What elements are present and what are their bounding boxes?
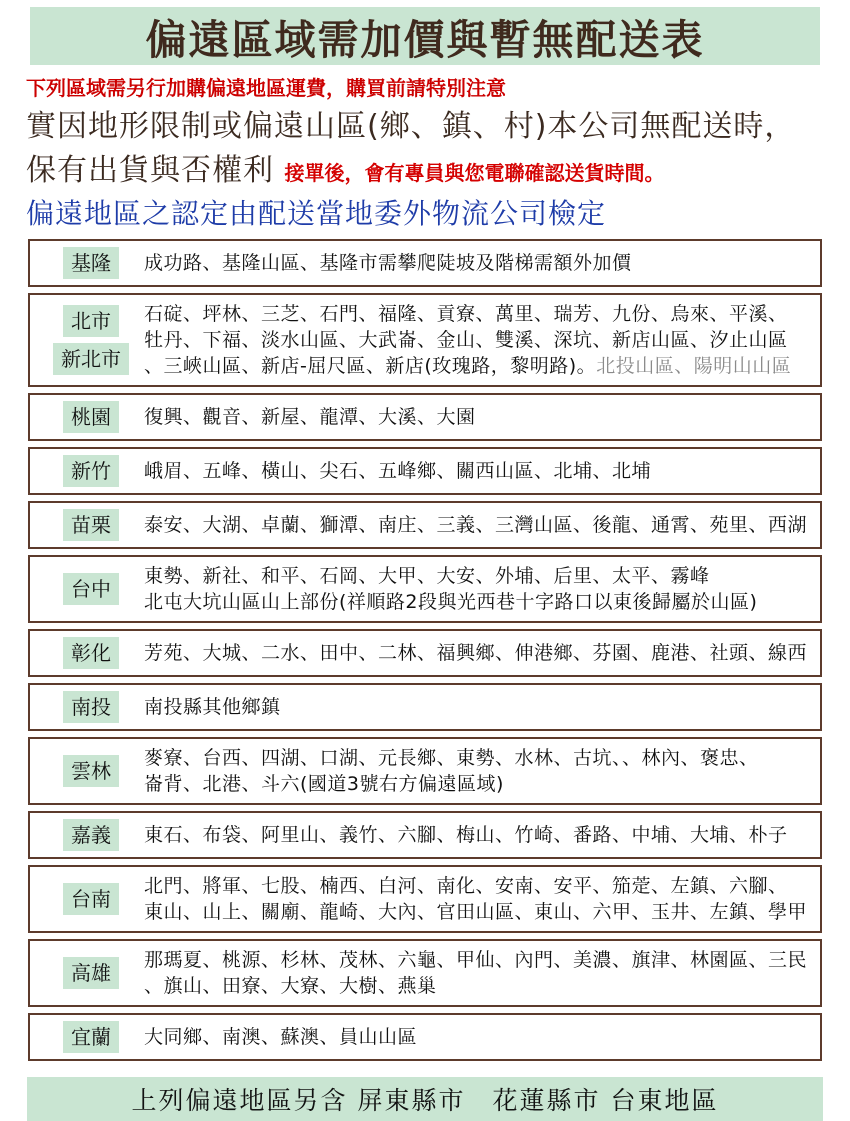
region-areas (144, 458, 814, 484)
table-row (28, 811, 822, 859)
region-areas-line (144, 563, 814, 589)
region-areas-segment: 東山、山上、關廟、龍崎、大內、官田山區、東山、六甲、玉井、左鎮、學甲 (144, 901, 808, 923)
policy-line-2 (26, 149, 850, 195)
region-areas-segment: 芳苑、大城、二水、田中、二林、福興鄉、伸港鄉、芬園、鹿港、社頭、線西 (144, 642, 808, 664)
region-areas-line (144, 327, 814, 353)
region-label: 新北市 (53, 343, 129, 375)
region-label-cell (50, 509, 132, 541)
policy-line-2-red: 接單後，會有專員與您電聯確認送貨時間。 (284, 161, 665, 185)
region-areas-segment: 泰安、大湖、卓蘭、獅潭、南庄、三義、三灣山區、後龍、通霄、苑里、西湖 (144, 514, 808, 536)
region-label: 台南 (63, 883, 119, 915)
region-areas (144, 512, 814, 538)
region-areas-line (144, 512, 814, 538)
region-label-cell (50, 691, 132, 723)
table-row (28, 737, 822, 805)
table-row (28, 1013, 822, 1061)
table-row (28, 865, 822, 933)
region-areas (144, 640, 814, 666)
region-areas-line (144, 301, 814, 327)
policy-line-1: 實因地形限制或偏遠山區(鄉、鎮、村)本公司無配送時， (26, 109, 796, 144)
region-areas-line (144, 640, 814, 666)
region-areas-segment: 那瑪夏、桃源、杉林、茂林、六龜、甲仙、內門、美濃、旗津、林園區、三民 (144, 949, 808, 971)
region-areas-line (144, 1024, 814, 1050)
region-areas-segment: 成功路、基隆山區、基隆市需攀爬陡坡及階梯需額外加價 (144, 252, 632, 274)
region-areas-line (144, 250, 814, 276)
region-areas (144, 694, 814, 720)
region-areas-segment: 、旗山、田寮、大寮、大樹、燕巢 (144, 975, 437, 997)
region-areas (144, 947, 814, 999)
policy-line-2-main: 保有出貨與否權利 (26, 153, 274, 188)
region-areas-segment: 大同鄉、南澳、蘇澳、員山山區 (144, 1026, 418, 1048)
surcharge-warning-text: 下列區域需另行加購偏遠地區運費，購買前請特別注意 (26, 76, 506, 100)
region-label-cell (50, 305, 132, 375)
region-areas-line (144, 771, 814, 797)
region-label-cell (50, 455, 132, 487)
region-areas (144, 745, 814, 797)
title-banner (30, 7, 820, 65)
table-row (28, 393, 822, 441)
table-row (28, 293, 822, 387)
region-label-cell (50, 1021, 132, 1053)
region-label: 苗栗 (63, 509, 119, 541)
region-label: 台中 (63, 573, 119, 605)
table-row (28, 501, 822, 549)
region-label: 高雄 (63, 957, 119, 989)
region-areas-segment: 石碇、坪林、三芝、石門、福隆、貢寮、萬里、瑞芳、九份、烏來、平溪、 (144, 303, 788, 325)
region-areas-segment: 南投縣其他鄉鎮 (144, 696, 281, 718)
region-areas-line (144, 822, 814, 848)
table-row (28, 683, 822, 731)
region-label-cell (50, 401, 132, 433)
region-areas-line (144, 947, 814, 973)
footer-regions-text: 上列偏遠地區另含 屏東縣市 花蓮縣市 台東地區 (131, 1086, 719, 1115)
region-label: 新竹 (63, 455, 119, 487)
region-areas-segment: 北屯大坑山區山上部份(祥順路2段與光西巷十字路口以東後歸屬於山區) (144, 591, 758, 613)
region-areas-line (144, 973, 814, 999)
region-label-cell (50, 819, 132, 851)
region-areas-segment: 復興、觀音、新屋、龍潭、大溪、大園 (144, 406, 476, 428)
region-areas (144, 563, 814, 615)
region-areas-segment: 麥寮、台西、四湖、口湖、元長鄉、東勢、水林、古坑、、林內、褒忠、 (144, 747, 759, 769)
table-row (28, 555, 822, 623)
region-areas-segment: 東勢、新社、和平、石岡、大甲、大安、外埔、后里、太平、霧峰 (144, 565, 710, 587)
region-areas-line (144, 899, 814, 925)
region-areas-line (144, 745, 814, 771)
region-areas (144, 1024, 814, 1050)
region-areas-segment: 峨眉、五峰、橫山、尖石、五峰鄉、關西山區、北埔、北埔 (144, 460, 652, 482)
region-areas (144, 250, 814, 276)
footer-banner (27, 1077, 823, 1121)
region-label: 基隆 (63, 247, 119, 279)
page-title: 偏遠區域需加價與暫無配送表 (145, 15, 705, 64)
region-label: 宜蘭 (63, 1021, 119, 1053)
region-areas-line (144, 353, 814, 379)
region-areas (144, 404, 814, 430)
region-areas-line (144, 589, 814, 615)
region-areas-line (144, 458, 814, 484)
region-table (28, 239, 822, 1061)
region-areas (144, 822, 814, 848)
region-areas-gray-segment: 北投山區、陽明山山區 (596, 355, 792, 377)
region-label-cell (50, 247, 132, 279)
region-areas (144, 873, 814, 925)
region-areas (144, 301, 814, 379)
region-label: 彰化 (63, 637, 119, 669)
region-label-cell (50, 637, 132, 669)
table-row (28, 939, 822, 1007)
region-label: 北市 (63, 305, 119, 337)
table-row (28, 239, 822, 287)
region-label: 嘉義 (63, 819, 119, 851)
region-areas-segment: 、三峽山區、新店-屈尺區、新店(玫瑰路，黎明路)。 (144, 355, 597, 377)
region-label-cell (50, 883, 132, 915)
region-areas-segment: 北門、將軍、七股、楠西、白河、南化、安南、安平、笳萣、左鎮、六腳、 (144, 875, 788, 897)
region-areas-line (144, 873, 814, 899)
region-label: 南投 (63, 691, 119, 723)
table-row (28, 629, 822, 677)
region-areas-line (144, 404, 814, 430)
region-label: 桃園 (63, 401, 119, 433)
region-label-cell (50, 573, 132, 605)
region-label-cell (50, 755, 132, 787)
region-areas-segment: 崙背、北港、斗六(國道3號右方偏遠區域) (144, 773, 504, 795)
region-areas-segment: 牡丹、下福、淡水山區、大武崙、金山、雙溪、深坑、新店山區、汐止山區 (144, 329, 788, 351)
region-areas-segment: 東石、布袋、阿里山、義竹、六腳、梅山、竹崎、番路、中埔、大埔、朴子 (144, 824, 788, 846)
region-areas-line (144, 694, 814, 720)
logistics-note: 偏遠地區之認定由配送當地委外物流公司檢定 (26, 197, 607, 230)
region-label-cell (50, 957, 132, 989)
region-label: 雲林 (63, 755, 119, 787)
table-row (28, 447, 822, 495)
